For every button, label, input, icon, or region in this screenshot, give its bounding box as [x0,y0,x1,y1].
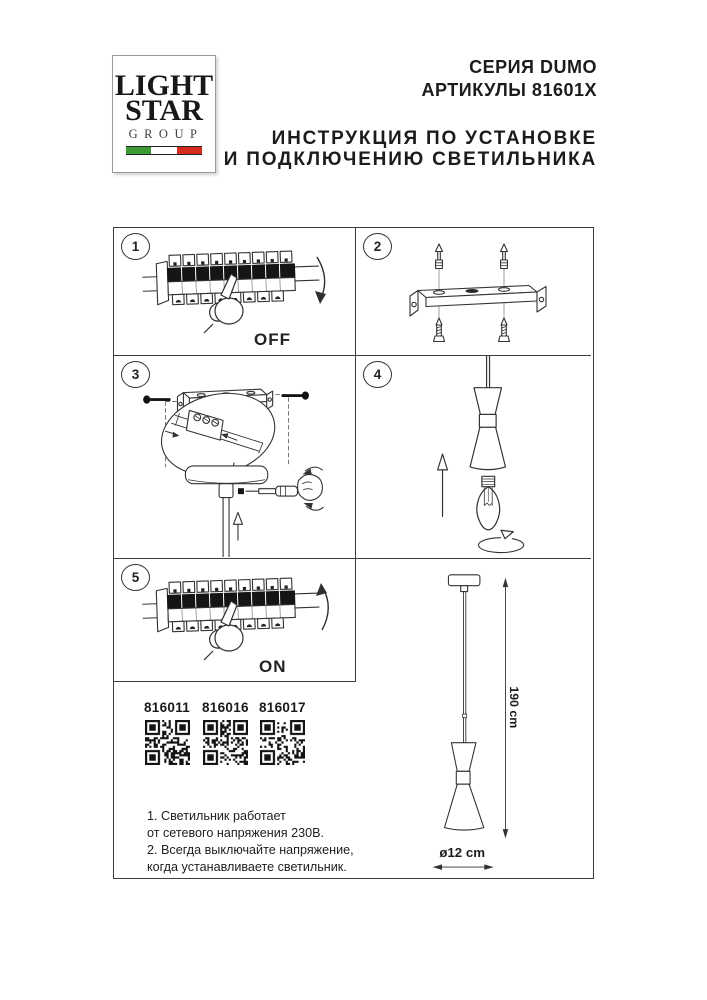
wall-anchor-icon [436,244,443,269]
lamp-dimension-drawing [356,559,591,876]
page-title [224,129,597,170]
step-number-badge: 3 [121,361,150,388]
step-3-panel [114,356,354,557]
step-4-panel [356,356,591,557]
shade-lower-cone [470,427,505,469]
qr-item [259,700,305,765]
qr-code-image [203,720,248,765]
circuit-breaker-on-drawing [141,575,336,679]
arrowhead [315,291,326,304]
ceiling-canopy [448,575,479,586]
on-label: ON [259,657,287,676]
bracket-wiring-drawing [114,356,354,557]
qr-section [114,682,354,876]
page-title-line1: ИНСТРУКЦИЯ ПО УСТАНОВКЕ [271,128,597,149]
off-label: OFF [254,330,291,349]
diameter-dimension-label: ø12 cm [439,845,486,861]
qr-code-label: 816017 [259,700,306,715]
qr-code-image [260,720,305,765]
instruction-grid [113,227,594,879]
screw-icon [499,318,510,342]
candle-bulb-icon [477,476,500,529]
circuit-breaker-off-drawing [141,248,336,352]
italian-flag-icon [126,146,202,155]
turn-on-arrow-icon [322,588,328,630]
qr-code-label: 816016 [202,700,249,715]
logo-word-star: STAR [125,94,203,127]
step-number-badge: 2 [363,233,392,260]
logo-word-group: GROUP [128,127,204,141]
qr-code-label: 816011 [144,700,191,715]
flag-green [126,147,151,154]
set-screw [238,488,244,494]
step-number-badge: 4 [363,361,392,388]
step-number-badge: 5 [121,564,150,591]
rotate-arrow-icon [478,530,523,552]
step-5-panel [114,559,354,680]
step-2-panel [356,228,591,354]
height-dimension-label: 190 cm [506,686,521,729]
lightstar-logo [112,55,216,173]
note-line-4: когда устанавливаете светильник. [147,860,347,874]
note-line-2: от сетевого напряжения 230В. [147,826,324,840]
articles-title: АРТИКУЛЫ 81601X [421,80,597,100]
screwdriver-icon [246,486,298,496]
screw-icon [434,318,445,342]
turning-hand-icon [298,467,324,510]
qr-code-image [145,720,190,765]
shade-lower-cone [444,784,483,830]
flag-white [151,147,176,154]
up-arrow-icon [438,454,448,470]
wall-anchor-icon [501,244,508,269]
installation-notes [147,808,354,876]
shade-upper-cone [451,743,476,772]
up-arrow-icon [234,512,243,524]
header [224,56,597,170]
page-title-line2: И ПОДКЛЮЧЕНИЮ СВЕТИЛЬНИКА [223,148,597,170]
mounting-bracket-drawing [408,238,608,350]
step-1-panel [114,228,354,354]
note-line-1: 1. Светильник работает [147,809,286,823]
note-line-3: 2. Всегда выключайте напряжение, [147,843,354,857]
flag-red [177,147,202,154]
bulb-install-drawing [356,356,591,557]
lamp-dimension-panel [356,559,591,876]
step-number-badge: 1 [121,233,150,260]
qr-item [144,700,190,765]
turn-off-arrow-icon [317,257,325,298]
qr-item [202,700,248,765]
series-title: СЕРИЯ DUMO [469,57,597,77]
shade-upper-cone [474,388,502,415]
logo-word-light: LIGHT [114,69,214,102]
